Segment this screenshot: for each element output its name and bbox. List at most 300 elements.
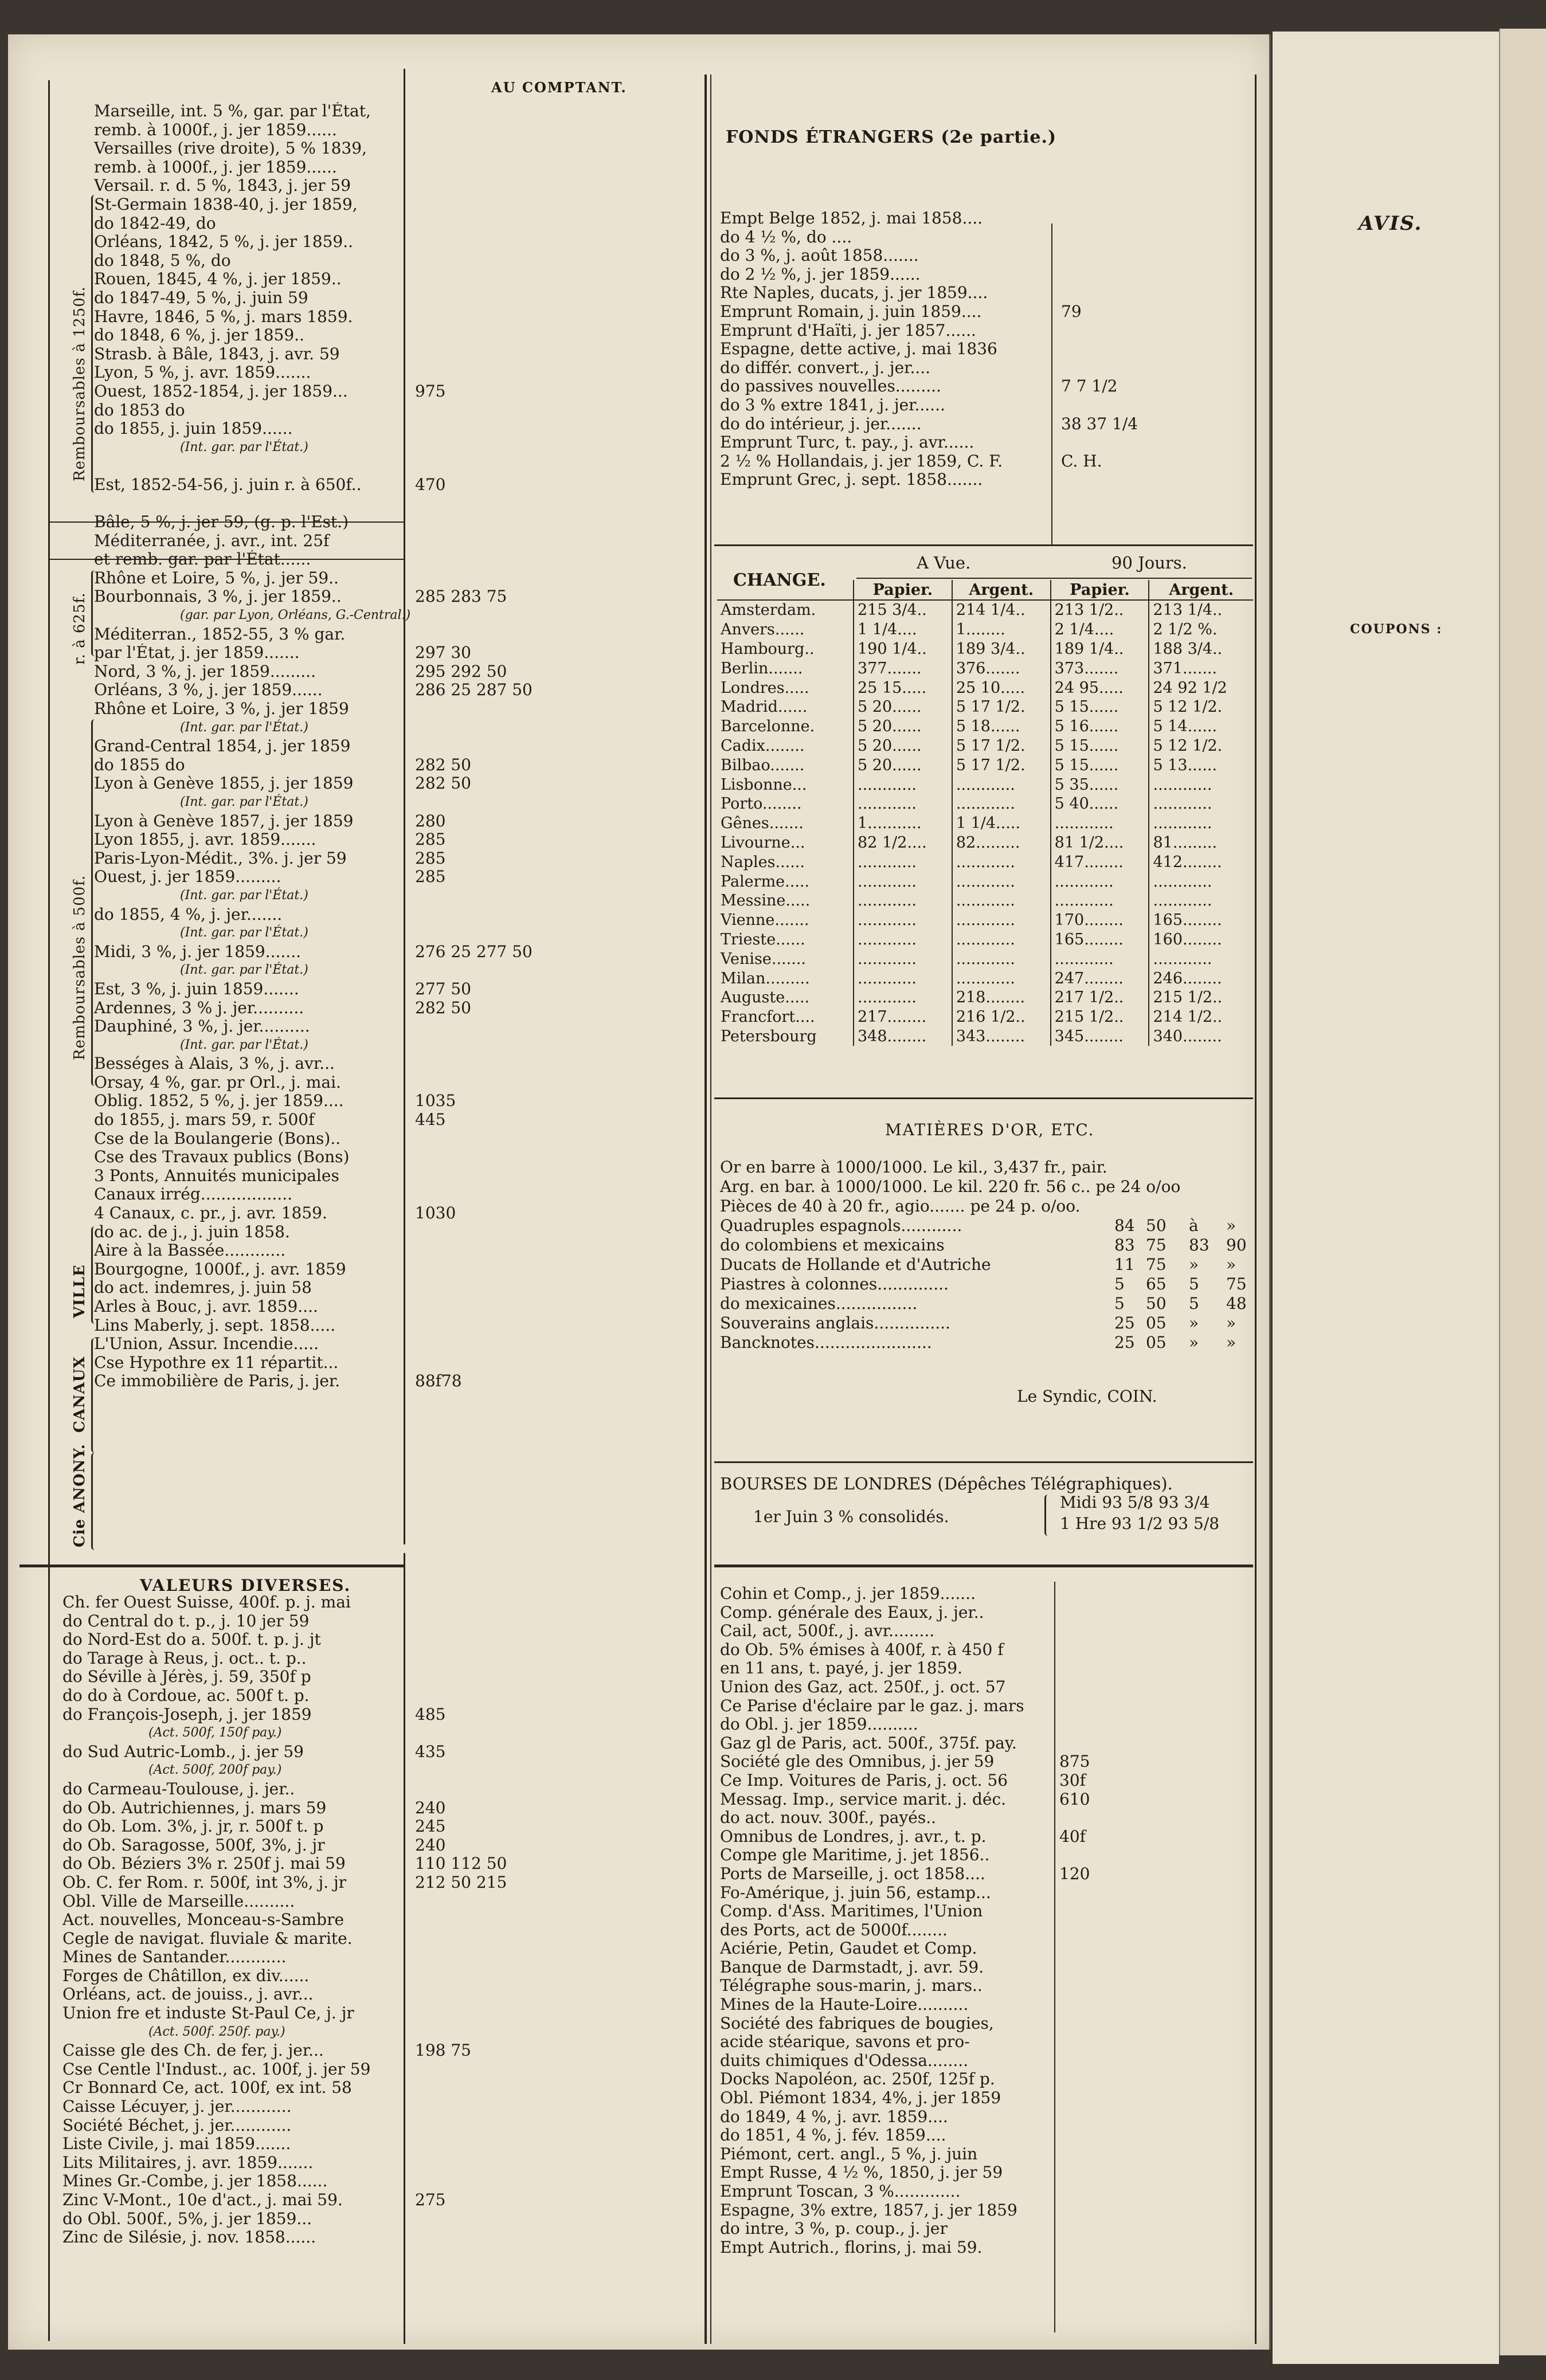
change-rate: 215 1/2..	[1149, 988, 1253, 1007]
change-rate: 412........	[1149, 852, 1253, 872]
matieres-item-value: 90	[1226, 1236, 1247, 1254]
item-price: 40f	[1059, 1827, 1086, 1846]
item-label: Espagne, 3% extre, 1857, j. jer 1859	[720, 2201, 1017, 2220]
item-label: Versail. r. d. 5 %, 1843, j. jer 59	[94, 177, 351, 195]
item-label: Mines de Santander............	[62, 1948, 287, 1967]
bourses-une-heure: 1 Hre 93 1/2 93 5/8	[1060, 1514, 1220, 1533]
change-rate: 188 3/4..	[1149, 640, 1253, 659]
change-rate: 5 17 1/2.	[952, 697, 1051, 717]
change-rate: 2 1/4....	[1051, 620, 1149, 640]
item-label: Banque de Darmstadt, j. avr. 59.	[720, 1958, 984, 1977]
list-item	[94, 1335, 553, 1354]
table-row	[717, 969, 1253, 988]
table-row	[717, 1027, 1253, 1046]
change-place: Hambourg..	[721, 640, 815, 658]
item-label: Emprunt Turc, t. pay., j. avr......	[720, 433, 974, 452]
item-label: do 1853 do	[94, 401, 185, 419]
item-label: Cse des Travaux publics (Bons)	[94, 1148, 350, 1167]
change-rate: ............	[1149, 891, 1253, 911]
item-price: 276 25 277 50	[415, 942, 533, 961]
list-item	[720, 2052, 1253, 2071]
list-item	[720, 1939, 1253, 1958]
matieres-item-value: »	[1226, 1333, 1236, 1352]
list-item	[62, 1743, 578, 1762]
item-label: do Obl. 500f., 5%, j. jer 1859...	[62, 2209, 312, 2228]
change-rate: 371.......	[1149, 658, 1253, 678]
matieres-item-value: 75	[1226, 1275, 1247, 1293]
item-label: do 1848, 6 %, j. jer 1859..	[94, 326, 304, 345]
table-row	[717, 891, 1253, 911]
list-item	[94, 121, 553, 140]
change-table	[717, 580, 1253, 1046]
list-item	[720, 1809, 1253, 1828]
item-label: (Act. 500f, 150f pay.)	[148, 1726, 282, 1740]
item-price: 79	[1061, 302, 1082, 321]
change-rate: 213 1/4..	[1149, 600, 1253, 620]
list-item	[94, 363, 553, 382]
column-rule-center	[704, 75, 707, 2344]
item-label: Société Béchet, j. jer............	[62, 2116, 292, 2135]
item-label: Ardennes, 3 % j. jer..........	[94, 998, 304, 1017]
change-rate: 5 17 1/2.	[952, 736, 1051, 756]
item-label: (Int. gar. par l'État.)	[180, 794, 308, 809]
list-item	[62, 2210, 578, 2229]
list-item	[94, 1148, 553, 1167]
item-label: Lins Maberly, j. sept. 1858.....	[94, 1316, 336, 1335]
change-place: Auguste.....	[721, 989, 810, 1007]
list-note	[94, 961, 553, 980]
change-rate: 5 40......	[1051, 794, 1149, 814]
item-label: do act. indemres, j. juin 58	[94, 1279, 312, 1297]
matieres-item-value: 05	[1146, 1333, 1167, 1352]
item-label: do 1855 do	[94, 755, 185, 774]
matieres-item-label: do mexicaines................	[720, 1294, 918, 1313]
change-rate: 24 95.....	[1051, 678, 1149, 697]
change-rate: 5 13......	[1149, 755, 1253, 775]
list-item	[720, 433, 1253, 452]
change-label: CHANGE.	[733, 570, 826, 590]
item-price: 610	[1059, 1790, 1090, 1809]
change-rate: 5 16......	[1051, 717, 1149, 736]
change-place: Naples......	[721, 853, 805, 871]
item-label: do passives nouvelles.........	[720, 377, 941, 396]
list-item	[720, 1697, 1253, 1716]
change-place: Gênes.......	[721, 814, 804, 833]
matieres-item-label: Ducats de Hollande et d'Autriche	[720, 1255, 991, 1274]
list-item	[720, 2220, 1253, 2238]
item-label: do do à Cordoue, ac. 500f t. p.	[62, 1686, 310, 1705]
item-label: Compe gle Maritime, j. jet 1856..	[720, 1846, 990, 1865]
list-item	[720, 1921, 1253, 1940]
item-label: Paris-Lyon-Médit., 3%. j. jer 59	[94, 849, 347, 868]
table-row	[717, 717, 1253, 736]
item-price: 285	[415, 849, 446, 868]
item-label: acide stéarique, savons et pro-	[720, 2033, 970, 2052]
item-label: remb. à 1000f., j. jer 1859......	[94, 120, 337, 139]
matieres-item-label: do colombiens et mexicains	[720, 1236, 945, 1254]
list-item	[94, 532, 553, 551]
fonds-etrangers-list	[720, 209, 1253, 489]
change-rate: 82 1/2....	[854, 833, 952, 853]
matieres-item-value: 5	[1114, 1294, 1125, 1313]
item-label: Cse Centle l'Indust., ac. 100f, j. jer 59	[62, 2060, 371, 2079]
item-label: Ce Parise d'éclaire par le gaz. j. mars	[720, 1696, 1024, 1715]
item-label: do François-Joseph, j. jer 1859	[62, 1705, 312, 1724]
item-label: (Int. gar. par l'État.)	[180, 888, 308, 903]
matieres-item-value: 84	[1114, 1216, 1135, 1235]
change-rate: 5 20......	[854, 755, 952, 775]
item-label: (Int. gar. par l'État.)	[180, 963, 308, 978]
item-price: 120	[1059, 1864, 1090, 1883]
list-item	[62, 1799, 578, 1818]
change-rate: ............	[854, 969, 952, 988]
change-rate: ............	[952, 949, 1051, 969]
item-label: Emprunt Toscan, 3 %.............	[720, 2182, 961, 2201]
table-row	[717, 697, 1253, 717]
list-item	[94, 625, 553, 644]
change-place: Messine.....	[721, 892, 811, 910]
list-item	[720, 359, 1253, 378]
item-label: Rouen, 1845, 4 %, j. jer 1859..	[94, 270, 342, 289]
change-place: Anvers......	[721, 621, 805, 639]
change-rate: 1........	[952, 620, 1051, 640]
change-rate: 5 35......	[1051, 775, 1149, 794]
change-place: Palerme.....	[721, 872, 810, 891]
item-label: Union des Gaz, act. 250f., j. oct. 57	[720, 1677, 1006, 1696]
change-rate: ............	[854, 988, 952, 1007]
item-label: Canaux irrég..................	[94, 1185, 292, 1204]
left-border	[48, 80, 50, 2341]
item-label: (Act. 500f. 250f. pay.)	[148, 2024, 285, 2039]
matieres-item-value: »	[1226, 1255, 1236, 1274]
au-comptant-heading: AU COMPTANT.	[491, 79, 627, 96]
fonds-etrangers-title: FONDS ÉTRANGERS (2e partie.)	[726, 127, 1057, 147]
list-note	[62, 2023, 578, 2042]
item-label: Versailles (rive droite), 5 % 1839,	[94, 139, 367, 158]
list-item	[720, 1790, 1253, 1809]
list-item	[720, 228, 1253, 247]
item-label: Ouest, 1852-1854, j. jer 1859...	[94, 382, 348, 401]
list-item	[94, 849, 553, 868]
list-item	[94, 1130, 553, 1148]
matieres-item-value: 50	[1146, 1294, 1167, 1313]
matieres-item-label: Bancknotes.......................	[720, 1333, 932, 1352]
brace-anony	[91, 1453, 97, 1550]
list-item	[62, 1854, 578, 1873]
change-place: Cadix........	[721, 736, 805, 755]
change-place: Francfort....	[721, 1008, 815, 1026]
change-rate: ............	[854, 930, 952, 950]
group-label-anony: Cie ANONY.	[71, 1444, 88, 1547]
item-label: remb. à 1000f., j. jer 1859......	[94, 158, 337, 177]
item-label: Oblig. 1852, 5 %, j. jer 1859....	[94, 1092, 344, 1111]
list-item	[94, 476, 553, 495]
item-label: Caisse gle des Ch. de fer, j. jer...	[62, 2041, 324, 2060]
list-item	[720, 1771, 1253, 1790]
list-item	[94, 1241, 553, 1260]
item-label: Aciérie, Petin, Gaudet et Comp.	[720, 1939, 977, 1958]
item-price: 7 7 1/2	[1061, 377, 1118, 396]
list-item	[94, 1017, 553, 1036]
list-item	[720, 1995, 1253, 2014]
list-item	[94, 289, 553, 308]
item-label: Bourbonnais, 3 %, j. jer 1859..	[94, 587, 342, 606]
list-item	[94, 419, 553, 438]
newspaper-page	[8, 34, 1271, 2350]
item-label: Nord, 3 %, j. jer 1859.........	[94, 662, 316, 681]
list-item	[720, 377, 1253, 396]
change-rate: 5 15......	[1051, 755, 1149, 775]
list-item	[94, 1073, 553, 1092]
valeurs-diverses-title: VALEURS DIVERSES.	[140, 1576, 351, 1595]
item-label: Cohin et Comp., j. jer 1859.......	[720, 1585, 976, 1603]
change-rate: ............	[1149, 949, 1253, 969]
group-label-1250: Remboursables à 1250f.	[71, 286, 88, 481]
item-label: Lyon, 5 %, j. avr. 1859.......	[94, 363, 311, 382]
list-item	[62, 1985, 578, 2004]
change-rate: ............	[952, 775, 1051, 794]
change-rate: 190 1/4..	[854, 640, 952, 659]
item-label: do ac. de j., j. juin 1858.	[94, 1222, 290, 1241]
item-price: 275	[415, 2191, 446, 2209]
rule-before-actions	[714, 1565, 1253, 1567]
change-rate: ............	[952, 852, 1051, 872]
list-item	[94, 401, 553, 420]
change-rate: 215 3/4..	[854, 600, 952, 620]
change-rate: 213 1/2..	[1051, 600, 1149, 620]
item-label: des Ports, act de 5000f........	[720, 1920, 948, 1939]
bourses-midi: Midi 93 5/8 93 3/4	[1060, 1493, 1210, 1512]
item-label: Télégraphe sous-marin, j. mars..	[720, 1977, 983, 1995]
change-place: Porto........	[721, 795, 802, 813]
item-label: L'Union, Assur. Incendie.....	[94, 1335, 319, 1354]
list-item	[94, 1297, 553, 1316]
change-rate: 5 17 1/2.	[952, 755, 1051, 775]
item-label: Lyon à Genève 1857, j. jer 1859	[94, 811, 354, 830]
group-label-625: r. à 625f.	[71, 592, 88, 665]
matieres-item-value: »	[1189, 1333, 1199, 1352]
item-label: Cegle de navigat. fluviale & marite.	[62, 1929, 353, 1948]
item-price: 435	[415, 1742, 446, 1761]
item-price: 470	[415, 475, 446, 494]
item-label: do Ob. Saragosse, 500f, 3%, j. jr	[62, 1836, 325, 1854]
item-label: Cail, act, 500f., j. avr.........	[720, 1622, 935, 1641]
list-item	[720, 1715, 1253, 1734]
table-row	[717, 1007, 1253, 1027]
item-label: do Nord-Est do a. 500f. t. p. j. jt	[62, 1630, 321, 1649]
change-rate: 5 18......	[952, 717, 1051, 736]
obligations-list	[94, 102, 553, 1391]
item-price: 875	[1059, 1752, 1090, 1771]
90-jours-header: 90 Jours.	[1111, 553, 1187, 573]
list-item	[94, 868, 553, 887]
item-label: Méditerranée, j. avr., int. 25f	[94, 531, 330, 550]
list-item	[94, 195, 553, 214]
item-price: 240	[415, 1836, 446, 1854]
item-label: Cse de la Boulangerie (Bons)..	[94, 1129, 341, 1148]
item-label: Bourgogne, 1000f., j. avr. 1859	[94, 1260, 346, 1279]
matieres-item-value: 5	[1114, 1275, 1125, 1293]
list-item	[62, 2060, 578, 2079]
item-label: duits chimiques d'Odessa........	[720, 2051, 969, 2070]
list-item	[720, 452, 1253, 471]
item-label: do Carmeau-Toulouse, j. jer..	[62, 1779, 295, 1798]
change-rate: 348........	[854, 1027, 952, 1046]
change-place: Bilbao.......	[721, 756, 805, 774]
list-item	[720, 1846, 1253, 1865]
item-label: (Int. gar. par l'État.)	[180, 926, 308, 940]
item-price: 88f78	[415, 1372, 462, 1391]
item-label: Mines Gr.-Combe, j. jer 1858......	[62, 2172, 328, 2191]
change-place: Trieste......	[721, 930, 805, 948]
list-item	[62, 1873, 578, 1892]
change-rate: ............	[1051, 891, 1149, 911]
item-label: do 3 %, j. août 1858.......	[720, 246, 919, 265]
list-item	[720, 340, 1253, 359]
list-item	[94, 158, 553, 177]
list-item	[94, 980, 553, 999]
item-label: Empt Belge 1852, j. mai 1858....	[720, 209, 983, 228]
table-row	[717, 678, 1253, 697]
list-item	[94, 1054, 553, 1073]
item-label: Liste Civile, j. mai 1859.......	[62, 2135, 291, 2154]
list-item	[62, 1967, 578, 1986]
list-item	[62, 2135, 578, 2154]
matieres-item-value: »	[1189, 1313, 1199, 1332]
change-rate: ............	[1051, 949, 1149, 969]
change-rate: 246........	[1149, 969, 1253, 988]
list-item	[720, 1622, 1253, 1641]
list-item	[94, 1223, 553, 1242]
list-item	[720, 1641, 1253, 1660]
list-item	[62, 2172, 578, 2191]
list-note	[94, 793, 553, 812]
list-item	[720, 1678, 1253, 1697]
list-item	[720, 2033, 1253, 2052]
list-item	[62, 1780, 578, 1799]
list-item	[720, 303, 1253, 321]
table-row	[717, 852, 1253, 872]
list-item	[94, 1092, 553, 1111]
list-item	[94, 457, 553, 476]
item-label: Ouest, j. jer 1859.........	[94, 868, 281, 887]
table-row	[717, 794, 1253, 814]
item-price: 485	[415, 1705, 446, 1724]
item-label: do intre, 3 %, p. coup., j. jer	[720, 2220, 948, 2238]
list-item	[62, 1948, 578, 1967]
item-label: Fo-Amérique, j. juin 56, estamp...	[720, 1883, 991, 1902]
list-item	[62, 2228, 578, 2247]
item-label: Dauphiné, 3 %, j. jer..........	[94, 1017, 310, 1036]
item-label: Act. nouvelles, Monceau-s-Sambre	[62, 1911, 345, 1930]
item-label: Orléans, 1842, 5 %, j. jer 1859..	[94, 233, 354, 252]
table-row	[717, 988, 1253, 1007]
change-rate: 377.......	[854, 658, 952, 678]
change-rate: 376.......	[952, 658, 1051, 678]
matieres-item-label: Quadruples espagnols............	[720, 1216, 962, 1235]
item-label: Cr Bonnard Ce, act. 100f, ex int. 58	[62, 2079, 352, 2097]
list-note	[94, 1036, 553, 1055]
item-label: do 1851, 4 %, j. fév. 1859....	[720, 2126, 946, 2145]
list-item	[720, 2014, 1253, 2033]
change-rate: 82.........	[952, 833, 1051, 853]
rule-before-valeurs	[19, 1565, 404, 1567]
item-label: 4 Canaux, c. pr., j. avr. 1859.	[94, 1204, 327, 1223]
item-label: Midi, 3 %, j. jer 1859.......	[94, 942, 302, 961]
list-item	[94, 1167, 553, 1186]
item-label: Piémont, cert. angl., 5 %, j. juin	[720, 2144, 978, 2163]
change-rate: 1...........	[854, 814, 952, 833]
change-rate: ............	[854, 911, 952, 930]
item-price: 282 50	[415, 774, 471, 793]
matieres-item-value: 75	[1146, 1255, 1167, 1274]
change-rate: 5 12 1/2.	[1149, 697, 1253, 717]
item-label: do 1847-49, 5 %, j. juin 59	[94, 288, 308, 307]
list-item	[94, 999, 553, 1018]
change-rate: 5 20......	[854, 717, 952, 736]
list-item	[62, 2154, 578, 2173]
change-rate: 170........	[1051, 911, 1149, 930]
item-label: Empt Russe, 4 ½ %, 1850, j. jer 59	[720, 2163, 1003, 2182]
change-rate: ............	[952, 969, 1051, 988]
matieres-item-value: »	[1226, 1313, 1236, 1332]
item-label: (Int. gar. par l'État.)	[180, 1037, 308, 1052]
item-label: Emprunt Grec, j. sept. 1858.......	[720, 470, 983, 489]
item-label: Empt Autrich., florins, j. mai 59.	[720, 2238, 983, 2257]
item-label: Société des fabriques de bougies,	[720, 2014, 994, 2033]
list-item	[62, 1668, 578, 1687]
list-item	[94, 737, 553, 756]
item-price: 280	[415, 811, 446, 830]
list-item	[720, 470, 1253, 489]
change-rate: 81 1/2....	[1051, 833, 1149, 853]
item-label: (Int. gar. par l'État.)	[180, 720, 308, 735]
change-col-place	[717, 580, 854, 600]
change-rate: ............	[1149, 814, 1253, 833]
item-label: Espagne, dette active, j. mai 1836	[720, 340, 997, 359]
change-rate: ............	[854, 852, 952, 872]
column-rule-right	[1255, 75, 1257, 2344]
list-item	[720, 1603, 1253, 1622]
list-item	[94, 662, 553, 681]
item-label: 2 ½ % Hollandais, j. jer 1859, C. F.	[720, 452, 1003, 470]
item-price: 38 37 1/4	[1061, 414, 1138, 433]
list-item	[94, 1185, 553, 1204]
list-item	[62, 1817, 578, 1836]
change-place: Milan.........	[721, 969, 810, 987]
change-rate: ............	[1149, 794, 1253, 814]
matieres-item-value: 65	[1146, 1275, 1167, 1293]
table-row	[717, 775, 1253, 794]
item-price: 282 50	[415, 998, 471, 1017]
item-label: do 1842-49, do	[94, 214, 216, 233]
list-item	[94, 102, 553, 121]
matieres-item-value: 75	[1146, 1236, 1167, 1254]
change-rate: 214 1/2..	[1149, 1007, 1253, 1027]
list-item	[94, 700, 553, 719]
matieres-item-label: Souverains anglais...............	[720, 1313, 950, 1332]
list-item	[62, 1612, 578, 1631]
list-item	[720, 2089, 1253, 2108]
item-label: Rhône et Loire, 5 %, j. jer 59..	[94, 568, 339, 587]
matieres-item-value: »	[1189, 1255, 1199, 1274]
change-rate: 165........	[1149, 911, 1253, 930]
bourses-date-line: 1er Juin 3 % consolidés.	[753, 1507, 949, 1526]
item-label: do Ob. Lom. 3%, j. jr, r. 500f t. p	[62, 1817, 324, 1836]
item-label: do 3 % extre 1841, j. jer......	[720, 395, 945, 414]
item-label: Lyon à Genève 1855, j. jer 1859	[94, 774, 354, 793]
list-item	[720, 2238, 1253, 2257]
